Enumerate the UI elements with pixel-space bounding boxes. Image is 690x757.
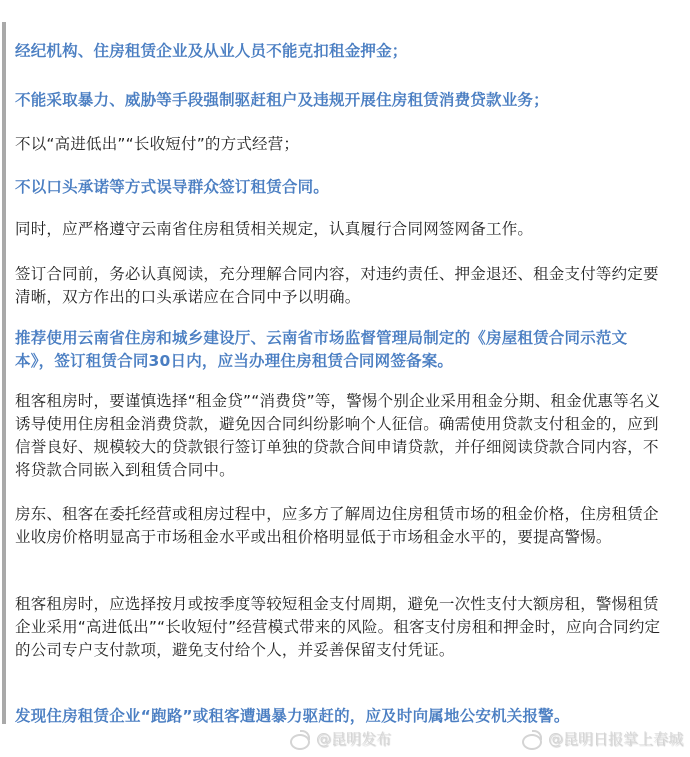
paragraph-no-deposit-deduction: 经纪机构、住房租赁企业及从业人员不能克扣租金押金； — [15, 42, 408, 60]
paragraph-no-verbal-misleading: 不以口头承诺等方式误导群众签订租赁合同。 — [15, 178, 330, 196]
paragraph-recommend-template: 推荐使用云南省住房和城乡建设厅、云南省市场监督管理局制定的《房屋租赁合同示范文本》，签订租赁合同30日内，应当办理住房租赁合同网签备案。 — [15, 329, 628, 370]
watermark-text: @昆明发布 — [316, 730, 392, 748]
paragraph-report-police: 发现住房租赁企业“跑路”或租客遭遇暴力驱赶的，应及时向属地公安机关报警。 — [15, 707, 570, 725]
paragraph-payment-cycle: 租客租房时，应选择按月或按季度等较短租金支付周期，避免一次性支付大额房租，警惕租赁企业采用“高进低出”“长收短付”经营模式带来的风险。租客支付房租和押金时，应向合同约定的公司专户支付款项，避免支付给个人，并妥善保留支付凭证。 — [15, 595, 661, 659]
watermark-kunming-daily — [520, 728, 683, 749]
paragraph-market-price: 房东、租客在委托经营或租房过程中，应多方了解周边住房租赁市场的租金价格，住房租赁企业收房价格明显高于市场租金水平或出租价格明显低于市场租金水平的，要提高警惕。 — [15, 505, 659, 546]
paragraph-rent-loans: 租客租房时，要谨慎选择“租金贷”“消费贷”等，警惕个别企业采用租金分期、租金优惠等名义诱导使用住房租金消费贷款，避免因合同纠纷影响个人征信。确需使用贷款支付租金的，应到信誉良好、规模较大的贷款银行签订单独的贷款合间申请贷款，并仔细阅读贷款合同内容，不将贷款合同嵌入到租赁合同中。 — [15, 392, 661, 479]
watermark-text: @昆明日报掌上春城 — [548, 730, 684, 748]
paragraph-no-violent-eviction: 不能采取暴力、威胁等手段强制驱赶租户及违规开展住房租赁消费贷款业务； — [15, 91, 549, 109]
weibo-icon — [520, 730, 542, 748]
paragraph-read-contract: 签订合同前，务必认真阅读，充分理解合同内容，对违约责任、押金退还、租金支付等约定要清晰，双方作出的口头承诺应在合同中予以明确。 — [15, 265, 659, 306]
watermark-kunming-fabu — [288, 728, 391, 749]
weibo-icon — [288, 730, 310, 748]
paragraph-no-high-in-low-out: 不以“高进低出”“长收短付”的方式经营； — [15, 135, 300, 153]
blockquote-bar — [2, 22, 6, 724]
paragraph-follow-regulations: 同时，应严格遵守云南省住房租赁相关规定，认真履行合同网签网备工作。 — [15, 220, 534, 238]
